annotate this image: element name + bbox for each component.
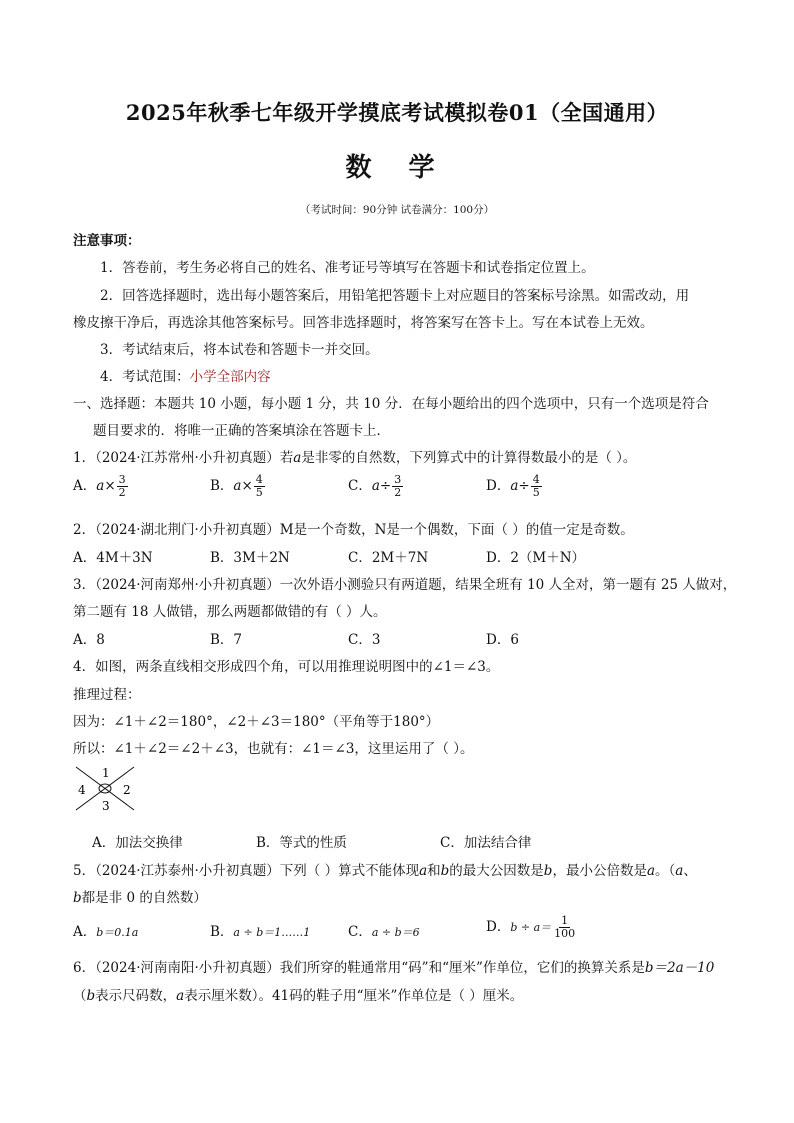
notice-item-2b: 橡皮擦干净后，再选涂其他答案标号。回答非选择题时，将答案写在答卡上。写在本试卷上无效。: [73, 315, 654, 331]
q1-var-a: a: [293, 450, 302, 466]
q5-stem-part5: 。（: [655, 863, 676, 879]
fraction-denominator: 5: [255, 486, 263, 499]
q4-stem: 4．如图，两条直线相交形成四个角，可以用推理说明图中的∠1＝∠3。: [73, 659, 500, 675]
q6-stem-part2: （: [73, 988, 87, 1004]
fraction-numerator: 3: [394, 473, 402, 486]
q3-option-c[interactable]: C．3: [348, 632, 381, 648]
q5-stem-part1: 5．（2024·江苏泰州·小升初真题）下列（ ）算式不能体现: [73, 863, 420, 879]
q1-stem-suffix: 是非零的自然数，下列算式中的计算得数最小的是（ ）。: [301, 450, 637, 466]
q1-option-c-op: ÷: [379, 478, 392, 494]
angle-label-2: 2: [123, 783, 131, 797]
fraction-numerator: 1: [561, 914, 569, 927]
q2-option-d[interactable]: D．2（M＋N）: [486, 550, 586, 566]
q5-option-a-label: A．: [73, 924, 97, 940]
angle-label-3: 3: [102, 799, 110, 813]
q6-var-a: a: [176, 988, 185, 1004]
q5-stem-part6: 、: [683, 863, 697, 879]
q1-option-b-fraction: [254, 474, 265, 499]
q1-option-b[interactable]: [210, 474, 266, 499]
fraction-numerator: 3: [118, 473, 126, 486]
q1-option-c-var: a: [371, 478, 380, 494]
q5-var-b-3: b: [73, 890, 82, 906]
q2-option-a[interactable]: A．4M＋3N: [73, 550, 153, 566]
fraction-numerator: 4: [532, 473, 540, 486]
q4-intersecting-lines-figure: [74, 764, 144, 814]
q2-option-c[interactable]: C．2M＋7N: [348, 550, 429, 566]
q4-because-line: 因为：∠1＋∠2＝180°，∠2＋∠3＝180°（平角等于180°）: [73, 714, 440, 730]
fraction-denominator: 100: [554, 927, 576, 940]
q6-stem-2: [73, 984, 523, 1004]
q5-option-c[interactable]: [348, 920, 420, 940]
q4-so-line: 所以：∠1＋∠2＝∠2＋∠3，也就有：∠1＝∠3，这里运用了（ ）。: [73, 741, 474, 757]
q1-option-a-fraction: [117, 474, 128, 499]
q4-option-c[interactable]: C．加法结合律: [440, 835, 532, 851]
q1-option-a-var: a: [96, 478, 105, 494]
q5-var-a: a: [419, 863, 428, 879]
exam-info: （考试时间：90分钟 试卷满分：100分）: [299, 204, 495, 216]
section1-instructions-2: 题目要求的．将唯一正确的答案填涂在答题卡上．: [93, 423, 390, 439]
q3-option-d[interactable]: D．6: [486, 632, 519, 648]
exam-scope: 小学全部内容: [189, 369, 271, 385]
q1-option-a-op: ×: [104, 478, 116, 494]
q1-option-b-var: a: [233, 478, 242, 494]
q6-stem-part4: 表示厘米数）。41码的鞋子用“厘米”作单位是（ ）厘米。: [184, 988, 524, 1004]
q1-option-d[interactable]: [486, 474, 543, 499]
q1-option-d-label: D．: [486, 478, 511, 494]
q6-var-b: b: [86, 988, 96, 1004]
q5-var-b-2: b: [543, 863, 553, 879]
q4-option-a[interactable]: A．加法交换律: [92, 835, 183, 851]
q2-option-b[interactable]: B．3M＋2N: [210, 550, 290, 566]
angle-label-4: 4: [78, 783, 86, 797]
fraction-numerator: 4: [255, 473, 263, 486]
q1-stem-prefix: 1．（2024·江苏常州·小升初真题）若: [73, 450, 294, 466]
q1-option-d-var: a: [510, 478, 519, 494]
q5-option-c-text: a ÷ b＝6: [371, 926, 420, 939]
notice-heading: 注意事项：: [73, 233, 141, 249]
q5-option-a[interactable]: [73, 920, 138, 940]
q4-process-label: 推理过程：: [73, 687, 141, 703]
q5-var-a-3: a: [675, 863, 684, 879]
fraction-denominator: 2: [394, 486, 402, 499]
notice-item-3: 3．考试结束后，将本试卷和答题卡一并交回。: [100, 342, 379, 358]
q1-option-c-fraction: [392, 474, 403, 499]
q5-option-d[interactable]: [486, 915, 578, 940]
subject-heading: 数 学: [345, 153, 449, 183]
q4-option-b[interactable]: B．等式的性质: [256, 835, 347, 851]
exam-title: 2025年秋季七年级开学摸底考试模拟卷01（全国通用）: [125, 100, 669, 125]
q5-option-d-fraction: [552, 915, 577, 940]
q1-option-b-label: B．: [210, 478, 234, 494]
q2-stem: 2．（2024·湖北荆门·小升初真题）M是一个奇数，N是一个偶数，下面（ ）的值一定是奇数。: [73, 522, 634, 538]
notice-item-2a: 2．回答选择题时，选出每小题答案后，用铅笔把答题卡上对应题目的答案标号涂黑。如需改动，用: [100, 288, 690, 304]
q5-option-b[interactable]: [210, 920, 310, 940]
notice-item-1: 1．答卷前，考生务必将自己的姓名、准考证号等填写在答题卡和试卷指定位置上。: [100, 260, 595, 276]
q3-stem-1: 3．（2024·河南郑州·小升初真题）一次外语小测验只有两道题，结果全班有 10 人全对，第一题有 25 人做对，: [73, 577, 737, 593]
fraction-denominator: 5: [532, 486, 540, 499]
q5-option-b-text: a ÷ b＝1……1: [233, 926, 311, 939]
q1-option-c-label: C．: [348, 478, 372, 494]
section1-instructions-1: 一、选择题：本题共 10 小题，每小题 1 分，共 10 分．在每小题给出的四个选项中，只有一个选项是符合: [73, 396, 709, 412]
q5-stem-part2: 和: [427, 863, 441, 879]
q5-stem-part3: 的最大公因数是: [449, 863, 544, 879]
q1-option-c[interactable]: [348, 474, 404, 499]
q1-stem: [73, 446, 636, 466]
q5-option-a-text: b＝0.1a: [96, 926, 139, 939]
q1-option-d-fraction: [531, 474, 542, 499]
q5-option-b-label: B．: [210, 924, 234, 940]
q1-option-a-label: A．: [73, 478, 97, 494]
q4-figure-svg: [74, 764, 144, 814]
fraction-denominator: 2: [118, 486, 126, 499]
q1-option-a[interactable]: [73, 474, 129, 499]
notice-item-4-prefix: 4．考试范围：: [100, 369, 190, 385]
q5-option-d-label: D．: [486, 919, 511, 935]
q3-stem-2: 第二题有 18 人做错，那么两题都做错的有（ ）人。: [73, 604, 387, 620]
notice-item-4: [100, 365, 271, 385]
q5-option-c-label: C．: [348, 924, 372, 940]
q6-stem-1: [73, 956, 714, 976]
q5-var-a-2: a: [646, 863, 656, 879]
q5-stem-part4: ，最小公倍数是: [552, 863, 647, 879]
q6-stem-part3: 表示尺码数，: [95, 988, 177, 1004]
q6-stem-part1: 6．（2024·河南南阳·小升初真题）我们所穿的鞋通常用“码”和“厘米”作单位，它们的换算关系是: [73, 960, 645, 976]
q1-option-b-op: ×: [241, 478, 253, 494]
q1-option-d-op: ÷: [518, 478, 530, 494]
q5-var-b: b: [440, 863, 450, 879]
q5-stem-2: [73, 886, 207, 906]
q5-stem-1: [73, 859, 697, 879]
q5-stem-part7: 都是非 0 的自然数）: [81, 890, 207, 906]
q3-option-a[interactable]: A．8: [73, 632, 105, 648]
angle-label-1: 1: [102, 766, 110, 780]
q6-formula: b＝2a－10: [644, 960, 715, 976]
q3-option-b[interactable]: B．7: [210, 632, 243, 648]
q5-option-d-text: b ÷ a＝: [510, 921, 552, 934]
